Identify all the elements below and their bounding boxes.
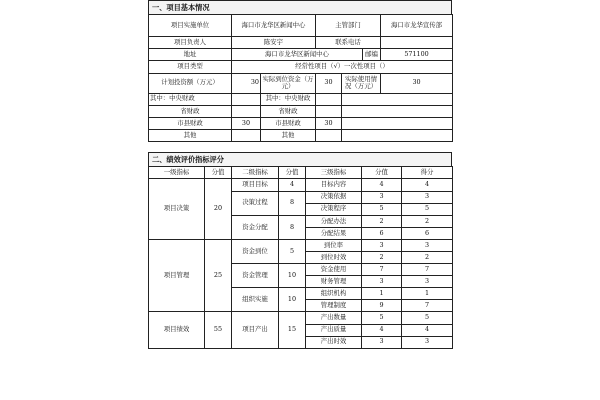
table-row bbox=[149, 61, 453, 73]
level3-score: 4 bbox=[362, 324, 402, 336]
performance-evaluation-sheet bbox=[148, 0, 452, 400]
level3-name: 产出时效 bbox=[306, 336, 362, 348]
level2-score: 10 bbox=[279, 288, 306, 312]
city-label: 市县财政 bbox=[149, 117, 232, 129]
leader-label: 项目负责人 bbox=[149, 37, 232, 49]
level3-score: 2 bbox=[362, 215, 402, 227]
table-row bbox=[149, 73, 453, 93]
level3-result: 5 bbox=[402, 312, 453, 324]
level3-score: 4 bbox=[362, 179, 402, 191]
unit-value: 海口市龙华区新闻中心 bbox=[232, 15, 316, 37]
section-basic-info-title: 一、项目基本情况 bbox=[148, 0, 452, 14]
leader-value: 陈安宇 bbox=[232, 37, 316, 49]
usage-value: 30 bbox=[381, 73, 453, 93]
usage-label: 实际使用情况（万元） bbox=[342, 73, 381, 93]
level3-result: 1 bbox=[402, 288, 453, 300]
level3-result: 2 bbox=[402, 251, 453, 263]
plan-label: 计划投资额（万元） bbox=[149, 73, 232, 93]
level3-name: 管理制度 bbox=[306, 300, 362, 312]
table-row bbox=[149, 37, 453, 49]
level3-score: 3 bbox=[362, 336, 402, 348]
level2-score: 8 bbox=[279, 191, 306, 215]
level3-result: 5 bbox=[402, 203, 453, 215]
phone-value bbox=[381, 37, 453, 49]
section-gap bbox=[148, 142, 452, 152]
level1-score: 25 bbox=[205, 239, 232, 312]
table-row bbox=[149, 105, 453, 117]
central-blank bbox=[342, 93, 453, 105]
zip-value: 571100 bbox=[381, 49, 453, 61]
province-value-2 bbox=[316, 105, 342, 117]
phone-label: 联系电话 bbox=[316, 37, 381, 49]
level2-name: 资金管理 bbox=[232, 264, 279, 288]
level3-result: 4 bbox=[402, 324, 453, 336]
level3-name: 到位时效 bbox=[306, 251, 362, 263]
level2-score: 8 bbox=[279, 215, 306, 239]
central-value-2 bbox=[316, 93, 342, 105]
level3-name: 产出质量 bbox=[306, 324, 362, 336]
level3-result: 3 bbox=[402, 191, 453, 203]
table-row bbox=[149, 93, 453, 105]
level2-name: 组织实施 bbox=[232, 288, 279, 312]
level3-result: 4 bbox=[402, 179, 453, 191]
address-label: 地址 bbox=[149, 49, 232, 61]
other-value bbox=[232, 130, 261, 142]
header-score2: 分值 bbox=[279, 167, 306, 179]
level2-name: 资金到位 bbox=[232, 239, 279, 263]
level2-score: 5 bbox=[279, 239, 306, 263]
level3-result: 3 bbox=[402, 336, 453, 348]
table-row bbox=[149, 49, 453, 61]
level3-result: 7 bbox=[402, 264, 453, 276]
table-row bbox=[149, 179, 453, 191]
table-row bbox=[149, 239, 453, 251]
level3-result: 7 bbox=[402, 300, 453, 312]
level3-result: 3 bbox=[402, 276, 453, 288]
level3-score: 3 bbox=[362, 191, 402, 203]
other-label-2: 其他 bbox=[261, 130, 316, 142]
level3-score: 3 bbox=[362, 276, 402, 288]
level3-name: 决策程序 bbox=[306, 203, 362, 215]
level3-result: 3 bbox=[402, 239, 453, 251]
level3-name: 决策依据 bbox=[306, 191, 362, 203]
level2-score: 10 bbox=[279, 264, 306, 288]
table-row bbox=[149, 15, 453, 37]
level3-name: 产出数量 bbox=[306, 312, 362, 324]
header-result: 得分 bbox=[402, 167, 453, 179]
level1-name: 项目决策 bbox=[149, 179, 205, 239]
level1-name: 项目绩效 bbox=[149, 312, 205, 348]
level3-name: 组织机构 bbox=[306, 288, 362, 300]
level3-name: 资金使用 bbox=[306, 264, 362, 276]
table-row bbox=[149, 117, 453, 129]
unit-label: 项目实施单位 bbox=[149, 15, 232, 37]
city-blank bbox=[342, 117, 453, 129]
header-score1: 分值 bbox=[205, 167, 232, 179]
level3-score: 7 bbox=[362, 264, 402, 276]
table-row bbox=[149, 130, 453, 142]
level3-name: 分配结果 bbox=[306, 227, 362, 239]
dept-label: 主管部门 bbox=[316, 15, 381, 37]
level3-score: 3 bbox=[362, 239, 402, 251]
other-blank bbox=[342, 130, 453, 142]
level3-score: 1 bbox=[362, 288, 402, 300]
level1-score: 55 bbox=[205, 312, 232, 348]
actual-value: 30 bbox=[316, 73, 342, 93]
actual-label: 实际到位资金（万元） bbox=[261, 73, 316, 93]
level3-score: 9 bbox=[362, 300, 402, 312]
central-label-2: 其中：中央财政 bbox=[261, 93, 316, 105]
address-value: 海口市龙华区新闻中心 bbox=[232, 49, 363, 61]
level2-score: 4 bbox=[279, 179, 306, 191]
dept-value: 海口市龙华宣传部 bbox=[381, 15, 453, 37]
other-label: 其他 bbox=[149, 130, 232, 142]
basic-info-table bbox=[148, 14, 453, 142]
level3-name: 到位率 bbox=[306, 239, 362, 251]
city-value-2: 30 bbox=[316, 117, 342, 129]
plan-value: 30 bbox=[232, 73, 261, 93]
other-value-2 bbox=[316, 130, 342, 142]
city-label-2: 市县财政 bbox=[261, 117, 316, 129]
level3-score: 6 bbox=[362, 227, 402, 239]
level3-name: 财务管理 bbox=[306, 276, 362, 288]
central-value bbox=[232, 93, 261, 105]
level3-score: 5 bbox=[362, 203, 402, 215]
level2-name: 项目产出 bbox=[232, 312, 279, 348]
header-score3: 分值 bbox=[362, 167, 402, 179]
level2-name: 资金分配 bbox=[232, 215, 279, 239]
province-blank bbox=[342, 105, 453, 117]
level1-score: 20 bbox=[205, 179, 232, 239]
level3-name: 目标内容 bbox=[306, 179, 362, 191]
type-value: 经常性项目（√）一次性项目（） bbox=[232, 61, 453, 73]
type-label: 项目类型 bbox=[149, 61, 232, 73]
province-label: 省财政 bbox=[149, 105, 232, 117]
score-header-row bbox=[149, 167, 453, 179]
header-level3: 三级指标 bbox=[306, 167, 362, 179]
header-level1: 一级指标 bbox=[149, 167, 205, 179]
section-score-title: 二、绩效评价指标评分 bbox=[148, 152, 452, 166]
level2-name: 决策过程 bbox=[232, 191, 279, 215]
table-row bbox=[149, 312, 453, 324]
level2-score: 15 bbox=[279, 312, 306, 348]
province-label-2: 省财政 bbox=[261, 105, 316, 117]
level3-score: 5 bbox=[362, 312, 402, 324]
province-value bbox=[232, 105, 261, 117]
level2-name: 项目目标 bbox=[232, 179, 279, 191]
city-value: 30 bbox=[232, 117, 261, 129]
score-table bbox=[148, 166, 453, 348]
level3-name: 分配办法 bbox=[306, 215, 362, 227]
level3-result: 2 bbox=[402, 215, 453, 227]
level1-name: 项目管理 bbox=[149, 239, 205, 312]
zip-label: 邮编 bbox=[363, 49, 381, 61]
level3-result: 6 bbox=[402, 227, 453, 239]
central-label: 其中：中央财政 bbox=[149, 93, 232, 105]
header-level2: 二级指标 bbox=[232, 167, 279, 179]
level3-score: 2 bbox=[362, 251, 402, 263]
